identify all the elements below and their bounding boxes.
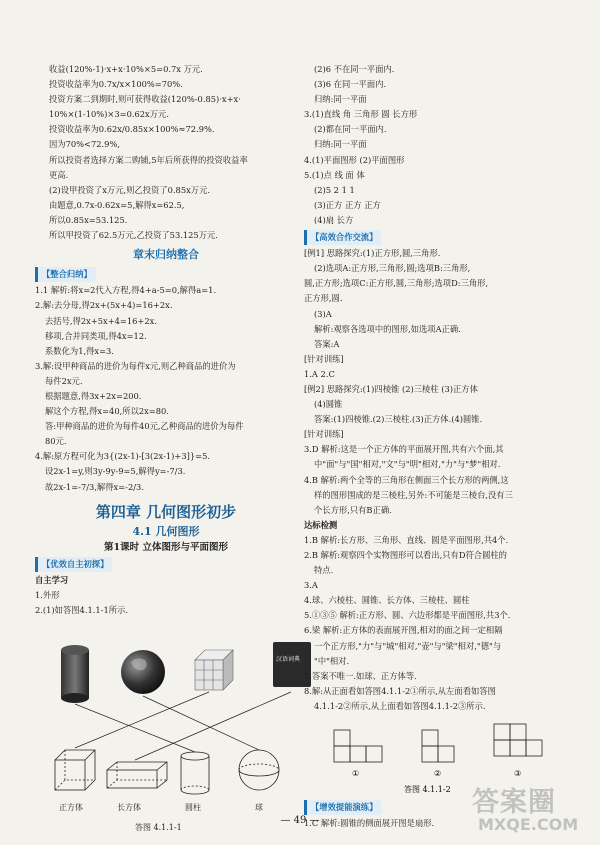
text-line: (2)都在同一平面内. bbox=[314, 124, 387, 135]
text-line: (2)6 不在同一平面内. bbox=[314, 64, 395, 74]
text-line: 设2x-1=y,则3y-9y-9=5,解得y=-7/3. bbox=[45, 466, 186, 477]
text-line: 1.C 解析:圆锥的侧面展开图是扇形. bbox=[304, 818, 435, 829]
text-line: 3.解:设甲种商品的进价为每件x元,则乙种商品的进价为 bbox=[35, 360, 236, 371]
figure-caption: 答图 4.1.1-2 bbox=[404, 785, 451, 795]
figure-label: 圆柱 bbox=[185, 803, 201, 812]
figure-label: 长方体 bbox=[117, 803, 141, 812]
text-line: 2.解:去分母,得2x+(5x+4)=16+2x. bbox=[35, 300, 173, 311]
text-line: 去括号,得2x+5x+4=16+2x. bbox=[45, 315, 157, 326]
text-line: (3)A bbox=[314, 308, 332, 319]
left-lines-2 bbox=[35, 283, 297, 494]
text-line: (2)选项A:正方形,三角形,圆;选项B:三角形, bbox=[314, 263, 471, 274]
text-line: 答:甲种商品的进价为每件40元,乙种商品的进价为每件 bbox=[45, 421, 244, 432]
text-line: "中"相对. bbox=[314, 655, 350, 666]
figure-label: 球 bbox=[255, 803, 263, 812]
text-line: (4)扇 长方 bbox=[314, 214, 354, 225]
text-line: 答案:A bbox=[314, 338, 340, 349]
text-line: 2.(1)如答图4.1.1-1所示. bbox=[35, 604, 128, 615]
text-line: 解这个方程,得x=40,所以2x=80. bbox=[45, 406, 169, 417]
sphere-shape bbox=[239, 750, 279, 790]
text-line: 故2x-1=-7/3,解得x=-2/3. bbox=[45, 481, 144, 492]
left-view bbox=[422, 730, 454, 762]
text-line: [针对训练] bbox=[304, 429, 344, 440]
cylinder-object bbox=[61, 645, 89, 703]
text-line: 移项,合并同类项,得4x=12. bbox=[45, 330, 147, 341]
text-line: 正方形,圆. bbox=[304, 293, 343, 304]
text-line: 5.(1)点 线 面 体 bbox=[304, 169, 365, 180]
text-line: 2.B 解析:观察四个实物图形可以看出,只有D符合圆柱的 bbox=[304, 550, 507, 560]
text-line: (3)6 在同一平面内. bbox=[314, 79, 387, 90]
text-line: 根据题意,得3x+2x=200. bbox=[45, 390, 142, 401]
text-line: 中"面"与"国"相对,"文"与"明"相对,"力"与"梦"相对. bbox=[314, 459, 501, 470]
text-line: 圆,正方形;选项C:正方形,圆,三角形;选项D:三角形, bbox=[304, 278, 489, 289]
text-line: 特点. bbox=[314, 565, 334, 576]
text-line: 投资收益率为0.7x/x×100%=70%. bbox=[49, 79, 183, 90]
left-lines-3 bbox=[35, 573, 297, 618]
text-line: (2)设甲投资了x万元,则乙投资了0.85x万元. bbox=[49, 184, 211, 195]
front-view bbox=[334, 730, 382, 762]
text-line: 收益(120%-1)·x+x·10%×5=0.7x 万元. bbox=[49, 64, 203, 74]
boost-label: 【增效提能演练】 bbox=[304, 800, 381, 815]
fig-number: ① bbox=[352, 769, 360, 779]
right-lines-1 bbox=[304, 62, 572, 228]
text-line: 6.梁 解析:正方体的表面展开图,相对的面之间一定相隔 bbox=[304, 625, 503, 636]
text-line: 4.1.1-2②所示,从上面看如答图4.1.1-2③所示. bbox=[314, 700, 486, 711]
page-number: — 49 — bbox=[280, 815, 320, 826]
right-column bbox=[304, 62, 572, 831]
top-view bbox=[494, 724, 542, 756]
integrate-label: 【整合归纳】 bbox=[35, 267, 96, 282]
cylinder-shape bbox=[181, 752, 209, 794]
text-line: 样的图形围成的是三棱柱,另外:不可能是三棱台,没有三 bbox=[314, 489, 513, 500]
text-line: [针对训练] bbox=[304, 353, 344, 364]
text-line: 一个正方形,"力"与"城"相对,"壶"与"梁"相对,"德"与 bbox=[314, 640, 502, 651]
text-line: 个长方形,只有B正确. bbox=[314, 504, 392, 515]
text-line: 达标检测 bbox=[304, 519, 338, 530]
text-line: 因为70%<72.9%, bbox=[49, 139, 120, 150]
text-line: 10%×(1-10%)×3=0.62x万元. bbox=[49, 109, 169, 120]
right-lines-2 bbox=[304, 246, 572, 714]
figure-caption: 答图 4.1.1-1 bbox=[135, 823, 182, 832]
lesson-title: 4.1 几何图形 bbox=[132, 524, 200, 538]
text-line: (4)圆锥 bbox=[314, 399, 343, 410]
text-line: 1.A 2.C bbox=[304, 368, 335, 379]
text-line: 所以0.85x=53.125. bbox=[49, 214, 128, 225]
text-line: 1.外形 bbox=[35, 589, 60, 600]
text-line: 80元. bbox=[45, 436, 67, 447]
coop-label: 【高效合作交流】 bbox=[304, 230, 381, 245]
text-line: 4.解:原方程可化为3{(2x-1)-[3(2x-1)+3]}=5. bbox=[35, 451, 211, 462]
text-line: 5.①③⑤ 解析:正方形、圆、六边形都是平面图形,共3个. bbox=[304, 610, 511, 621]
cube-shape bbox=[55, 750, 95, 790]
text-line: (2)5 2 1 1 bbox=[314, 184, 355, 195]
rubik-cube-object bbox=[195, 650, 233, 690]
text-line: 7.答案不唯一.如球、正方体等. bbox=[304, 670, 417, 681]
excellent-label: 【优效自主初探】 bbox=[35, 557, 112, 572]
text-line: (3)正方 正方 正方 bbox=[314, 199, 381, 210]
text-line: [例1] 思路探究:(1)正方形,圆,三角形. bbox=[304, 248, 441, 259]
text-line: 3.A bbox=[304, 580, 318, 591]
fig-number: ③ bbox=[514, 769, 522, 779]
text-line: 解析:观察各选项中的图形,如选项A正确. bbox=[314, 323, 461, 334]
text-line: 每件2x元. bbox=[45, 375, 83, 386]
watermark-logo: 答案圈 bbox=[472, 787, 556, 818]
watermark-url: MXQE.COM bbox=[478, 815, 579, 834]
fig-number: ② bbox=[434, 769, 442, 779]
globe-object bbox=[121, 650, 165, 694]
text-line: 归纳:同一平面 bbox=[314, 139, 367, 150]
text-line: 由题意,0.7x-0.62x=5,解得x=62.5, bbox=[49, 199, 185, 210]
text-line: 自主学习 bbox=[35, 574, 69, 585]
text-line: 1.B 解析:长方形、三角形、直线、圆是平面图形,共4个. bbox=[304, 534, 509, 545]
text-line: 更高. bbox=[49, 169, 69, 180]
text-line: 3.D 解析:这是一个正方体的平面展开图,共有六个面,其 bbox=[304, 444, 504, 455]
text-line: 系数化为1,得x=3. bbox=[45, 345, 114, 356]
text-line: [例2] 思路探究:(1)四棱锥 (2)三棱柱 (3)正方体 bbox=[304, 383, 478, 394]
text-line: 所以甲投资了62.5万元,乙投资了53.125万元. bbox=[49, 230, 218, 241]
text-line: 所以投资者选择方案二购铺,5年后所获得的投资收益率 bbox=[49, 154, 248, 165]
dictionary-label: 汉语词典 bbox=[276, 656, 301, 663]
figure-label: 正方体 bbox=[59, 803, 83, 812]
text-line: 8.解:从正面看如答图4.1.1-2①所示,从左面看如答图 bbox=[304, 685, 496, 696]
chapter-title: 第四章 几何图形初步 bbox=[95, 502, 237, 521]
text-line: 4.球、六棱柱、圆锥、长方体、三棱柱、圆柱 bbox=[304, 595, 470, 606]
cuboid-shape bbox=[107, 762, 167, 788]
text-line: 投资收益率为0.62x/0.85x×100%≈72.9%. bbox=[49, 124, 215, 135]
text-line: 归纳:同一平面 bbox=[314, 94, 367, 105]
text-line: 3.(1)直线 角 三角形 圆 长方形 bbox=[304, 109, 418, 120]
text-line: 4.(1)平面图形 (2)平面图形 bbox=[304, 154, 405, 165]
text-line: 投资方案二到期时,则可获得收益(120%-0.85)·x+x· bbox=[49, 94, 241, 105]
section-title: 章末归纳整合 bbox=[133, 248, 199, 262]
left-lines-1 bbox=[35, 62, 297, 243]
lesson-subtitle: 第1课时 立体图形与平面图形 bbox=[104, 541, 228, 553]
text-line: 1.1 解析:将x=2代入方程,得4+a-5=0,解得a=1. bbox=[35, 285, 217, 296]
text-line: 答案:(1)四棱锥.(2)三棱柱.(3)正方体.(4)圆锥. bbox=[314, 414, 483, 425]
text-line: 4.B 解析:两个全等的三角形在侧面三个长方形的两侧,这 bbox=[304, 474, 509, 485]
matching-lines bbox=[75, 692, 291, 760]
